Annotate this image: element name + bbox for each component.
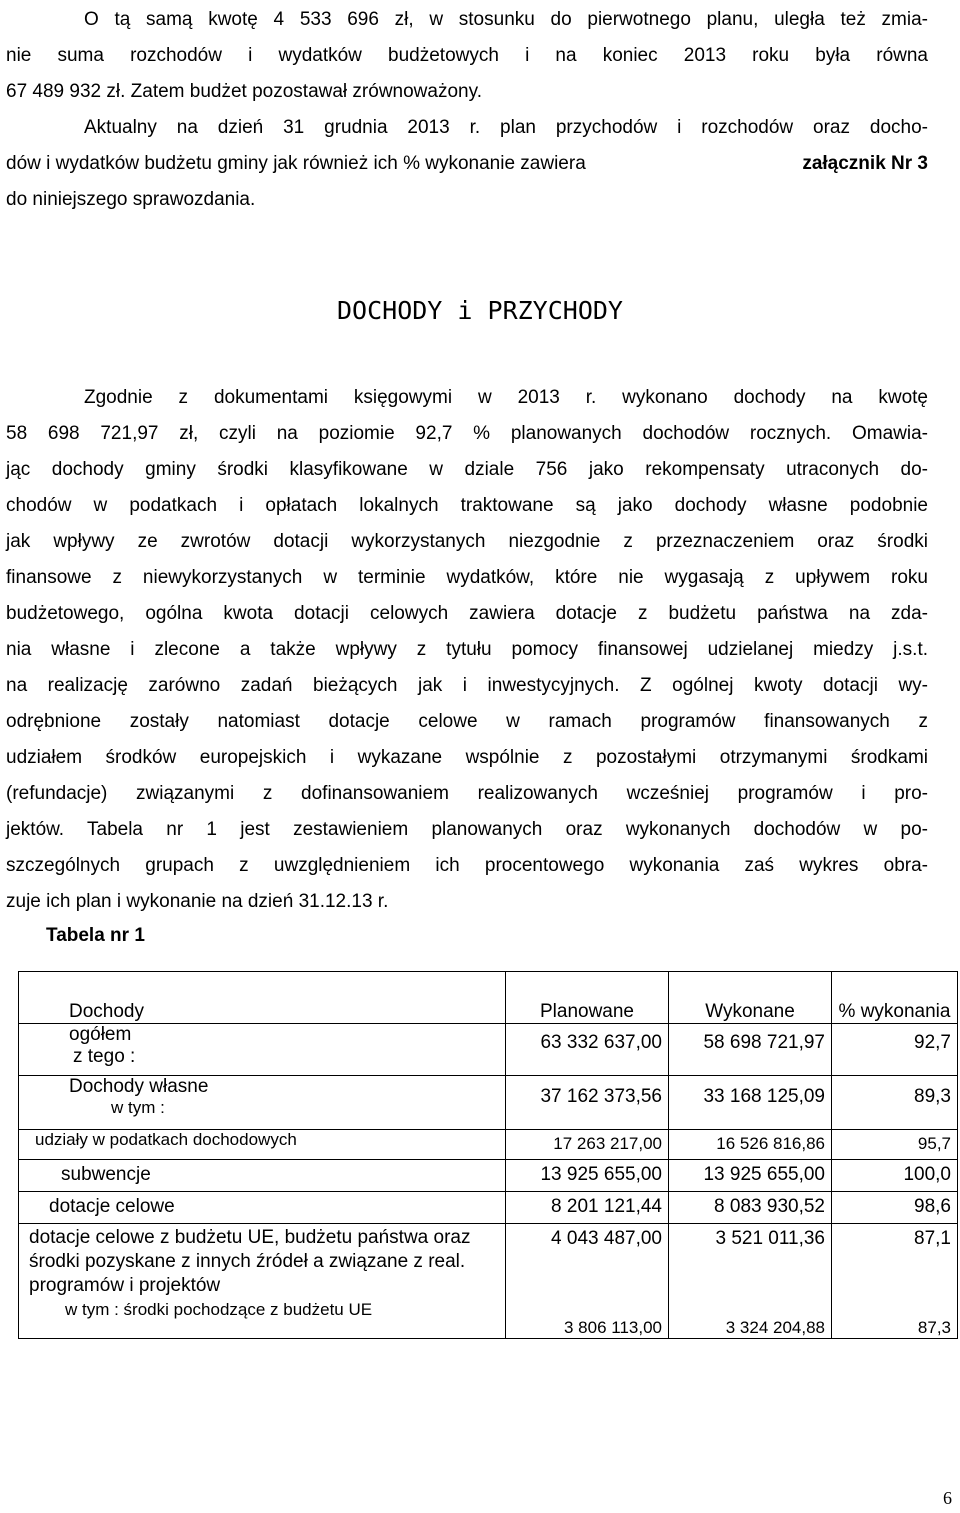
intro-line: do niniejszego sprawozdania. <box>6 189 256 210</box>
row-executed-cell <box>669 1224 832 1339</box>
body-line: (refundacje) związanymi z dofinansowaniem realizowanych wcześniej programów i pro- <box>6 783 928 804</box>
intro-line-text: dów i wydatków budżetu gminy jak również ich % wykonanie zawiera <box>6 153 586 174</box>
row-planned: 13 925 655,00 <box>506 1160 669 1192</box>
row-executed-eu: 3 324 204,88 <box>725 1318 825 1337</box>
body-line: jak wpływy ze zwrotów dotacji wykorzystanych niezgodnie z przeznaczeniem oraz środki <box>6 531 928 552</box>
row-label: subwencje <box>19 1160 506 1192</box>
row-percent: 100,0 <box>832 1160 958 1192</box>
row-executed: 58 698 721,97 <box>669 1024 832 1076</box>
row-label-cell <box>19 1076 506 1130</box>
intro-line: Aktualny na dzień 31 grudnia 2013 r. plan przychodów i rozchodów oraz docho- <box>84 117 928 138</box>
row-label: udziały w podatkach dochodowych <box>19 1130 506 1160</box>
row-planned-cell <box>506 1224 669 1339</box>
body-line: finansowe z niewykorzystanych w terminie wydatków, które nie wygasają z upływem roku <box>6 567 928 588</box>
row-sublabel: w tym : <box>111 1098 165 1117</box>
table-row <box>19 1192 958 1224</box>
row-planned: 4 043 487,00 <box>551 1228 662 1249</box>
row-percent: 95,7 <box>832 1130 958 1160</box>
row-executed: 13 925 655,00 <box>669 1160 832 1192</box>
body-line: odrębnione zostały natomiast dotacje celowe w ramach programów finansowanych z <box>6 711 928 732</box>
body-line: Zgodnie z dokumentami księgowymi w 2013 r. wykonano dochody na kwotę <box>84 387 928 408</box>
body-line: budżetowego, ogólna kwota dotacji celowych zawiera dotacje z budżetu państwa na zda- <box>6 603 928 624</box>
body-line: zuje ich plan i wykonanie na dzień 31.12.13 r. <box>6 891 389 912</box>
row-planned: 17 263 217,00 <box>506 1130 669 1160</box>
row-percent-cell <box>832 1224 958 1339</box>
body-line: szczególnych grupach z uwzględnieniem ich procentowego wykonania zaś wykres obra- <box>6 855 928 876</box>
row-planned: 8 201 121,44 <box>506 1192 669 1224</box>
table-row <box>19 1224 958 1339</box>
row-label: dotacje celowe z budżetu UE, budżetu państwa oraz środki pozyskane z innych źródeł a związane z real. programów i projektów <box>29 1227 471 1296</box>
row-executed: 16 526 816,86 <box>669 1130 832 1160</box>
attachment-reference: załącznik Nr 3 <box>802 153 928 174</box>
row-percent-eu: 87,3 <box>917 1318 951 1337</box>
body-line: jektów. Tabela nr 1 jest zestawieniem planowanych oraz wykonanych dochodów w po- <box>6 819 928 840</box>
body-line: jąc dochody gminy środki klasyfikowane w dziale 756 jako rekompensaty utraconych do- <box>6 459 928 480</box>
income-table <box>18 971 958 1339</box>
row-sublabel: w tym : środki pochodzące z budżetu UE <box>65 1300 373 1319</box>
table-header-row <box>19 972 958 1024</box>
table-row <box>19 1160 958 1192</box>
row-label: ogółem <box>69 1024 132 1045</box>
body-line: 58 698 721,97 zł, czyli na poziomie 92,7 % planowanych dochodów rocznych. Omawia- <box>6 423 928 444</box>
body-paragraph <box>6 380 928 920</box>
row-label: dotacje celowe <box>19 1192 506 1224</box>
row-planned-eu: 3 806 113,00 <box>564 1318 662 1337</box>
body-line: udziałem środków europejskich i wykazane wspólnie z pozostałymi otrzymanymi środkami <box>6 747 928 768</box>
header-wykonania: % wykonania <box>832 972 958 1024</box>
row-sublabel: z tego : <box>73 1046 136 1067</box>
body-line: nia własne i zlecone a także wpływy z tytułu pomocy finansowej udzielanej miedzy j.s.t. <box>6 639 928 660</box>
row-planned: 63 332 637,00 <box>506 1024 669 1076</box>
section-heading: DOCHODY i PRZYCHODY <box>337 296 623 325</box>
row-percent: 89,3 <box>832 1076 958 1130</box>
row-label-cell <box>19 1224 506 1339</box>
header-planowane: Planowane <box>506 972 669 1024</box>
intro-line <box>6 146 928 182</box>
row-executed: 3 521 011,36 <box>715 1228 825 1249</box>
intro-line: nie suma rozchodów i wydatków budżetowych i na koniec 2013 roku była równa <box>6 45 928 66</box>
intro-line: 67 489 932 zł. Zatem budżet pozostawał zrównoważony. <box>6 81 482 102</box>
row-planned: 37 162 373,56 <box>506 1076 669 1130</box>
table-title: Tabela nr 1 <box>46 925 145 946</box>
header-wykonane: Wykonane <box>669 972 832 1024</box>
body-line: chodów w podatkach i opłatach lokalnych traktowane są jako dochody własne podobnie <box>6 495 928 516</box>
row-label: Dochody własne <box>69 1076 209 1097</box>
table-row <box>19 1130 958 1160</box>
row-executed: 33 168 125,09 <box>669 1076 832 1130</box>
intro-line: O tą samą kwotę 4 533 696 zł, w stosunku do pierwotnego planu, uległa też zmia- <box>84 9 928 30</box>
table-row <box>19 1024 958 1076</box>
row-percent: 87,1 <box>914 1228 951 1249</box>
row-percent: 98,6 <box>832 1192 958 1224</box>
body-line: na realizację zarówno zadań bieżących jak i inwestycyjnych. Z ogólnej kwoty dotacji wy- <box>6 675 928 696</box>
row-executed: 8 083 930,52 <box>669 1192 832 1224</box>
header-dochody: Dochody <box>19 972 506 1024</box>
row-label-cell <box>19 1024 506 1076</box>
row-percent: 92,7 <box>832 1024 958 1076</box>
table-row <box>19 1076 958 1130</box>
intro-paragraph <box>6 2 928 218</box>
page-number: 6 <box>943 1488 952 1508</box>
